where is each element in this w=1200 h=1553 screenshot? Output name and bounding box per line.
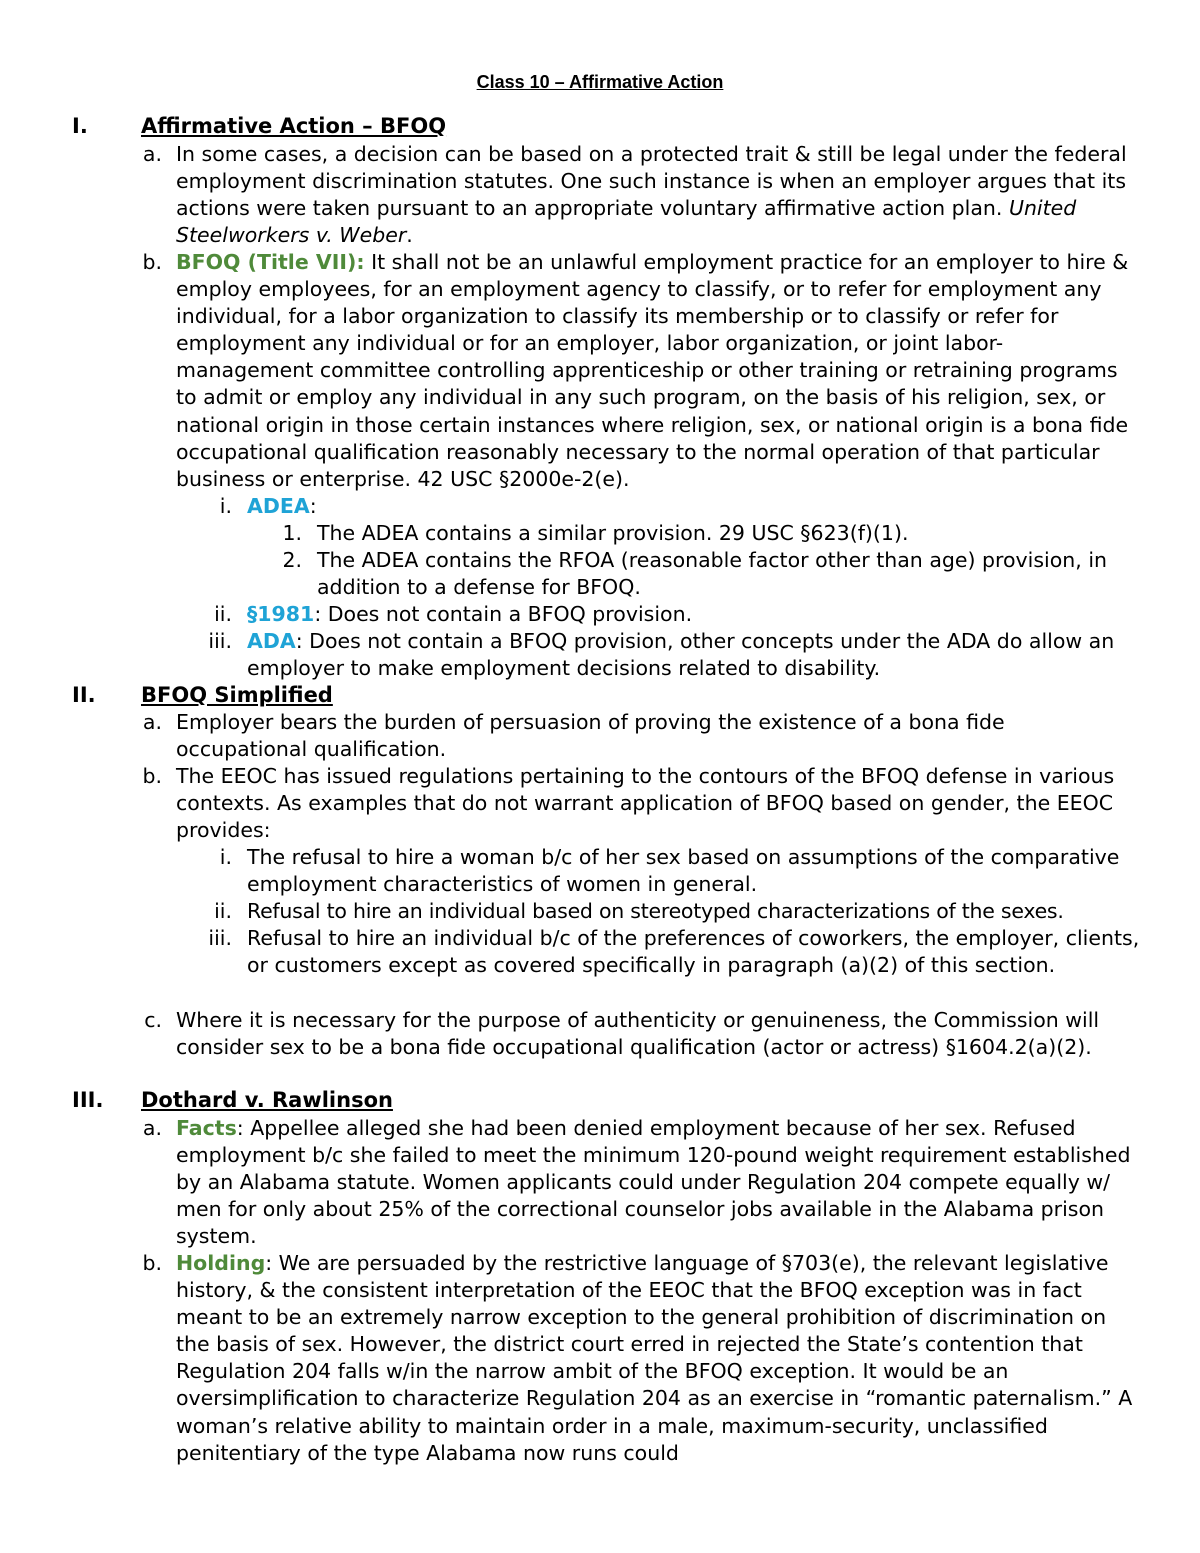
item-marker: ii. xyxy=(214,899,232,923)
paragraph-2c: Where it is necessary for the purpose of authenticity or genuineness, the Commission will consider sex to be a bona fide occupational qualification (actor or actress) §1604.2(a)(2). xyxy=(176,1008,1100,1060)
item-marker: iii. xyxy=(208,926,232,950)
section-1981-label: §1981 xyxy=(247,602,315,626)
paragraph-2b: The EEOC has issued regulations pertaining to the contours of the BFOQ defense in various contexts. As examples that do not warrant application of BFOQ based on gender, the EEOC provides: xyxy=(176,764,1115,843)
paragraph-text: : Does not contain a BFOQ provision, other concepts under the ADA do allow an employer to make employment decisions related to disability. xyxy=(247,629,1115,681)
item-marker: a. xyxy=(142,142,162,166)
paragraph-end: . xyxy=(406,223,413,248)
paragraph-text: : Appellee alleged she had been denied employment because of her sex. Refused employment b/c she failed to meet the minimum 120-pound weight requirement established by an Alabama statute. Women applicants could under Regulation 204 compete equally w/ men for only about 25% of the correctional counselor jobs available in the Alabama prison system. xyxy=(176,1116,1131,1249)
paragraph-3a xyxy=(176,1115,1136,1250)
item-marker: ii. xyxy=(214,602,232,626)
paragraph-1b-ii xyxy=(247,601,1147,628)
adea-label: ADEA xyxy=(247,494,310,518)
paragraph-1b-i xyxy=(247,493,1147,520)
paragraph-text: : xyxy=(309,494,317,518)
holding-label: Holding xyxy=(176,1251,266,1275)
section-numeral-1: I. xyxy=(72,114,88,138)
paragraph-1b-iii xyxy=(247,628,1147,682)
paragraph-1b xyxy=(176,249,1136,493)
item-marker: b. xyxy=(142,250,162,274)
item-marker: 2. xyxy=(282,548,302,572)
bfoq-label: BFOQ (Title VII): xyxy=(176,250,365,274)
paragraph-2a: Employer bears the burden of persuasion of proving the existence of a bona fide occupational qualification. xyxy=(176,710,1005,762)
paragraph-text: It shall not be an unlawful employment practice for an employer to hire & employ employees, for an employment agency to classify, or to refer for employment any individual, for a labor organization to classify its membership or to classify or refer for employment any individual or for an employer, labor organization, or joint labor-management committee controlling apprenticeship or other training or retraining programs to admit or employ any individual in any such program, on the basis of his religion, sex, or national origin in those certain instances where religion, sex, or national origin is a bona fide occupational qualification reasonably necessary to the normal operation of that particular business or enterprise. 42 USC §2000e-2(e). xyxy=(176,250,1129,491)
item-marker: i. xyxy=(219,494,232,518)
section-numeral-3: III. xyxy=(72,1088,104,1112)
paragraph-1a xyxy=(176,141,1136,249)
paragraph-3b xyxy=(176,1250,1136,1467)
paragraph-text: In some cases, a decision can be based on a protected trait & still be legal under the federal employment discrimination statutes. One such instance is when an employer argues that its actions were taken pursuant to an appropriate voluntary affirmative action plan. xyxy=(176,142,1127,221)
item-marker: a. xyxy=(142,1116,162,1140)
item-marker: 1. xyxy=(282,521,302,545)
paragraph-1b-i-1: The ADEA contains a similar provision. 29 USC §623(f)(1). xyxy=(317,521,909,545)
section-heading-1: Affirmative Action – BFOQ xyxy=(141,114,447,138)
paragraph-2b-iii: Refusal to hire an individual b/c of the preferences of coworkers, the employer, clients, or customers except as covered specifically in paragraph (a)(2) of this section. xyxy=(247,926,1140,978)
paragraph-text: : We are persuaded by the restrictive language of §703(e), the relevant legislative history, & the consistent interpretation of the EEOC that the BFOQ exception was in fact meant to be an extremely narrow exception to the general prohibition of discrimination on the basis of sex. However, the district court erred in rejected the State’s contention that Regulation 204 falls w/in the narrow ambit of the BFOQ exception. It would be an oversimplification to characterize Regulation 204 as an exercise in “romantic paternalism.” A woman’s relative ability to maintain order in a male, maximum-security, unclassified penitentiary of the type Alabama now runs could xyxy=(176,1251,1133,1465)
item-marker: i. xyxy=(219,845,232,869)
section-heading-3: Dothard v. Rawlinson xyxy=(141,1088,393,1112)
paragraph-text: : Does not contain a BFOQ provision. xyxy=(314,602,693,626)
item-marker: iii. xyxy=(208,629,232,653)
section-numeral-2: II. xyxy=(72,683,96,707)
page-title: Class 10 – Affirmative Action xyxy=(476,72,724,92)
section-heading-2: BFOQ Simplified xyxy=(141,683,333,707)
paragraph-1b-i-2: The ADEA contains the RFOA (reasonable factor other than age) provision, in addition to a defense for BFOQ. xyxy=(317,548,1108,600)
item-marker: c. xyxy=(144,1008,162,1032)
case-citation: United Steelworkers v. Weber xyxy=(176,196,1077,248)
item-marker: a. xyxy=(142,710,162,734)
item-marker: b. xyxy=(142,1251,162,1275)
paragraph-2b-ii: Refusal to hire an individual based on stereotyped characterizations of the sexes. xyxy=(247,899,1064,923)
paragraph-2b-i: The refusal to hire a woman b/c of her sex based on assumptions of the comparative employment characteristics of women in general. xyxy=(247,845,1120,897)
facts-label: Facts xyxy=(176,1116,237,1140)
ada-label: ADA xyxy=(247,629,296,653)
item-marker: b. xyxy=(142,764,162,788)
